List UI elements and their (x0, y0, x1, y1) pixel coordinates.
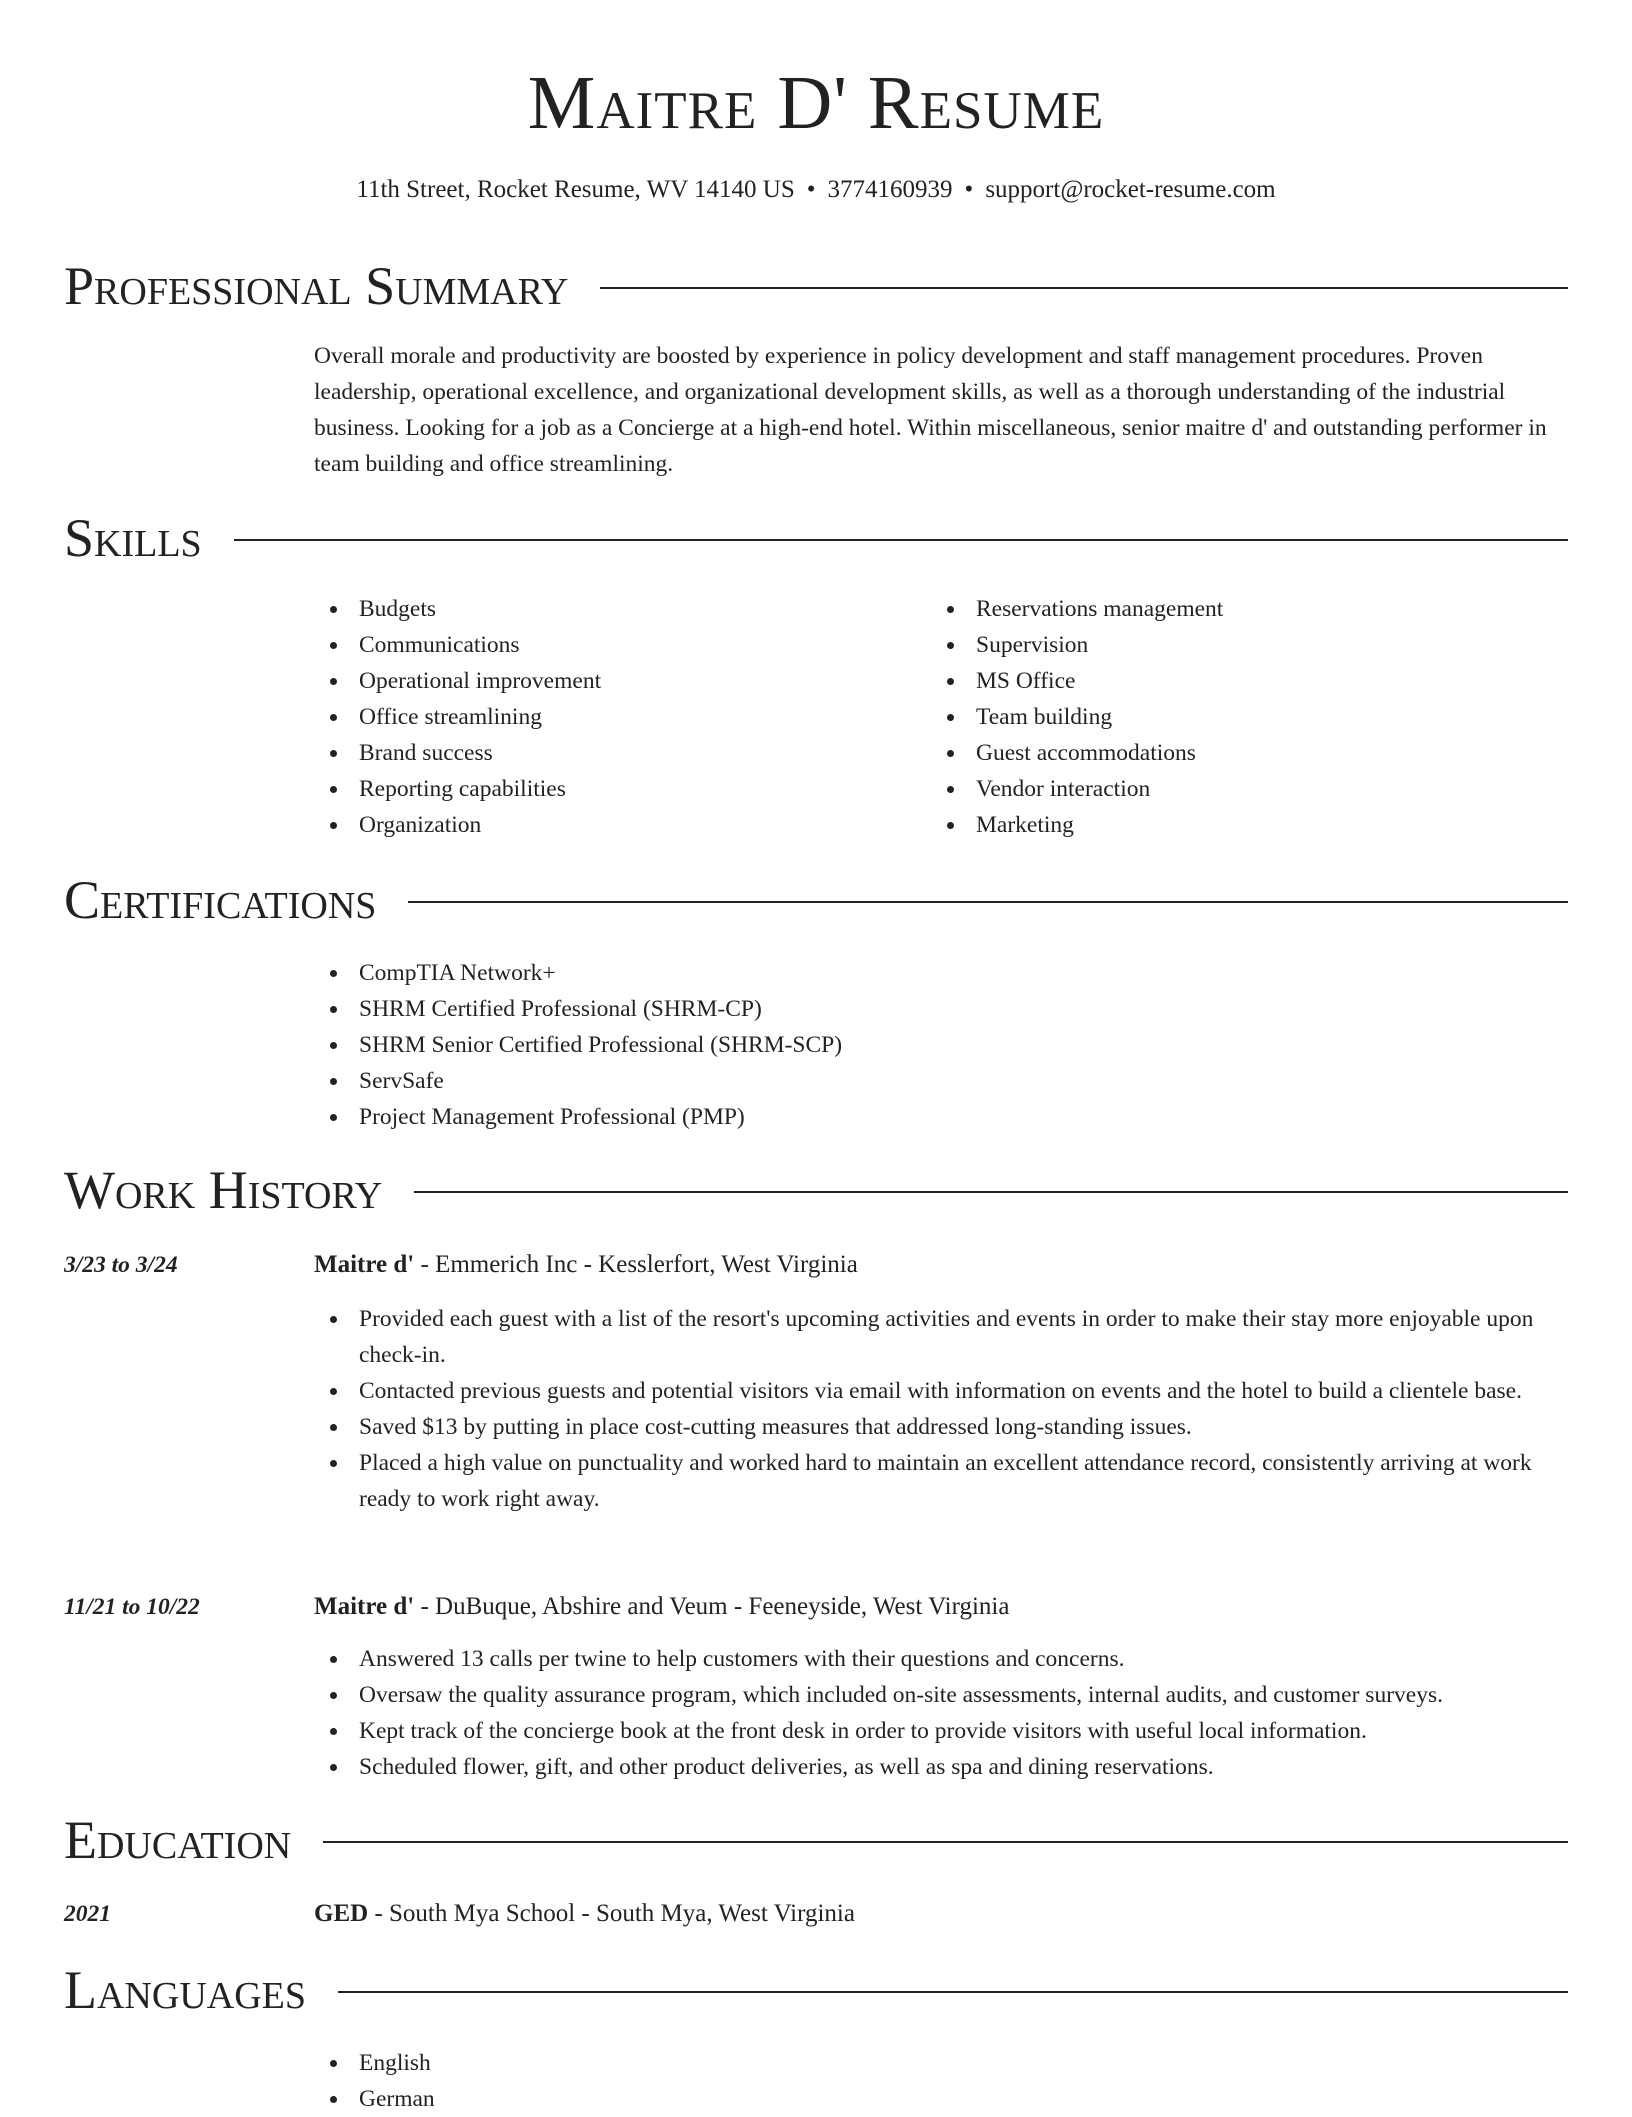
list-item: Marketing (931, 807, 1531, 843)
job-employer: - DuBuque, Abshire and Veum - Feeneyside, West Virginia (414, 1593, 1010, 1620)
section-divider (408, 901, 1568, 903)
list-item: Vendor interaction (931, 771, 1531, 807)
education-heading (314, 1896, 855, 1932)
summary-text: Overall morale and productivity are boosted by experience in policy development and staff management procedures. Proven leadership, operational excellence, and organizational development skills, as well as a thorough understanding of the industrial business. Looking for a job as a Concierge at a high-end hotel. Within miscellaneous, senior maitre d' and outstanding performer in team building and office streamlining. (314, 343, 1547, 477)
contact-phone: 3774160939 (827, 176, 953, 203)
list-item: Brand success (314, 735, 914, 771)
job-dates: 11/21 to 10/22 (64, 1594, 200, 1620)
list-item: Contacted previous guests and potential visitors via email with information on events and the hotel to build a clientele base. (314, 1373, 1568, 1409)
education-degree: GED (314, 1900, 369, 1927)
list-item: Placed a high value on punctuality and worked hard to maintain an excellent attendance record, consistently arriving at work ready to work right away. (314, 1445, 1568, 1517)
section-divider (323, 1841, 1568, 1843)
section-title: Work History (64, 1160, 383, 1220)
contact-address: 11th Street, Rocket Resume, WV 14140 US (356, 176, 795, 203)
skills-list-right (931, 591, 1531, 843)
languages-section-header (64, 1958, 1568, 2022)
job-heading (314, 1589, 1009, 1625)
contact-email: support@rocket-resume.com (985, 176, 1276, 203)
list-item: Provided each guest with a list of the resort's upcoming activities and events in order to make their stay more enjoyable upon check-in. (314, 1301, 1568, 1373)
list-item: Reporting capabilities (314, 771, 914, 807)
certifications-section-header (64, 868, 1568, 932)
list-item: German (314, 2081, 1568, 2117)
list-item: Operational improvement (314, 663, 914, 699)
list-item: Kept track of the concierge book at the front desk in order to provide visitors with useful local information. (314, 1713, 1568, 1749)
list-item: Oversaw the quality assurance program, which included on-site assessments, internal audits, and customer surveys. (314, 1677, 1568, 1713)
section-divider (414, 1191, 1568, 1193)
languages-column (314, 2045, 1568, 2117)
section-title: Education (64, 1810, 292, 1870)
education-section-header (64, 1808, 1568, 1872)
education-school: - South Mya School - South Mya, West Virginia (368, 1900, 855, 1927)
contact-separator: • (806, 176, 816, 203)
job-title: Maitre d' (314, 1251, 415, 1278)
list-item: Reservations management (931, 591, 1531, 627)
list-item: CompTIA Network+ (314, 955, 1568, 991)
contact-line (0, 172, 1632, 208)
list-item: SHRM Certified Professional (SHRM-CP) (314, 991, 1568, 1027)
list-item: Supervision (931, 627, 1531, 663)
list-item: Scheduled flower, gift, and other product deliveries, as well as spa and dining reservations. (314, 1749, 1568, 1785)
list-item: English (314, 2045, 1568, 2081)
section-title: Professional Summary (64, 256, 569, 316)
job-bullets (314, 1641, 1568, 1785)
section-divider (338, 1991, 1568, 1993)
contact-separator: • (964, 176, 974, 203)
section-divider (600, 287, 1568, 289)
skills-list-left (314, 591, 914, 843)
skills-column-right (931, 591, 1531, 843)
job-employer: - Emmerich Inc - Kesslerfort, West Virginia (414, 1251, 858, 1278)
job-title: Maitre d' (314, 1593, 415, 1620)
list-item: SHRM Senior Certified Professional (SHRM-SCP) (314, 1027, 1568, 1063)
job-heading (314, 1247, 858, 1283)
certifications-column (314, 955, 1568, 1135)
list-item: MS Office (931, 663, 1531, 699)
list-item: ServSafe (314, 1063, 1568, 1099)
section-divider (234, 539, 1568, 541)
list-item: Budgets (314, 591, 914, 627)
job-bullets-column (314, 1301, 1568, 1517)
certifications-list (314, 955, 1568, 1135)
skills-column-left (314, 591, 914, 843)
list-item: Project Management Professional (PMP) (314, 1099, 1568, 1135)
list-item: Team building (931, 699, 1531, 735)
section-title: Skills (64, 508, 202, 568)
summary-section-header (64, 254, 1568, 318)
job-bullets-column (314, 1641, 1568, 1785)
section-title: Languages (64, 1960, 306, 2020)
work-section-header (64, 1158, 1568, 1222)
list-item: Answered 13 calls per twine to help customers with their questions and concerns. (314, 1641, 1568, 1677)
list-item: Organization (314, 807, 914, 843)
list-item: Saved $13 by putting in place cost-cutting measures that addressed long-standing issues. (314, 1409, 1568, 1445)
job-bullets (314, 1301, 1568, 1517)
education-year: 2021 (64, 1901, 111, 1927)
list-item: Guest accommodations (931, 735, 1531, 771)
section-title: Certifications (64, 870, 377, 930)
job-dates: 3/23 to 3/24 (64, 1252, 178, 1278)
resume-name: Maitre D' Resume (527, 61, 1105, 145)
skills-section-header (64, 506, 1568, 570)
list-item: Communications (314, 627, 914, 663)
languages-list (314, 2045, 1568, 2117)
list-item: Office streamlining (314, 699, 914, 735)
